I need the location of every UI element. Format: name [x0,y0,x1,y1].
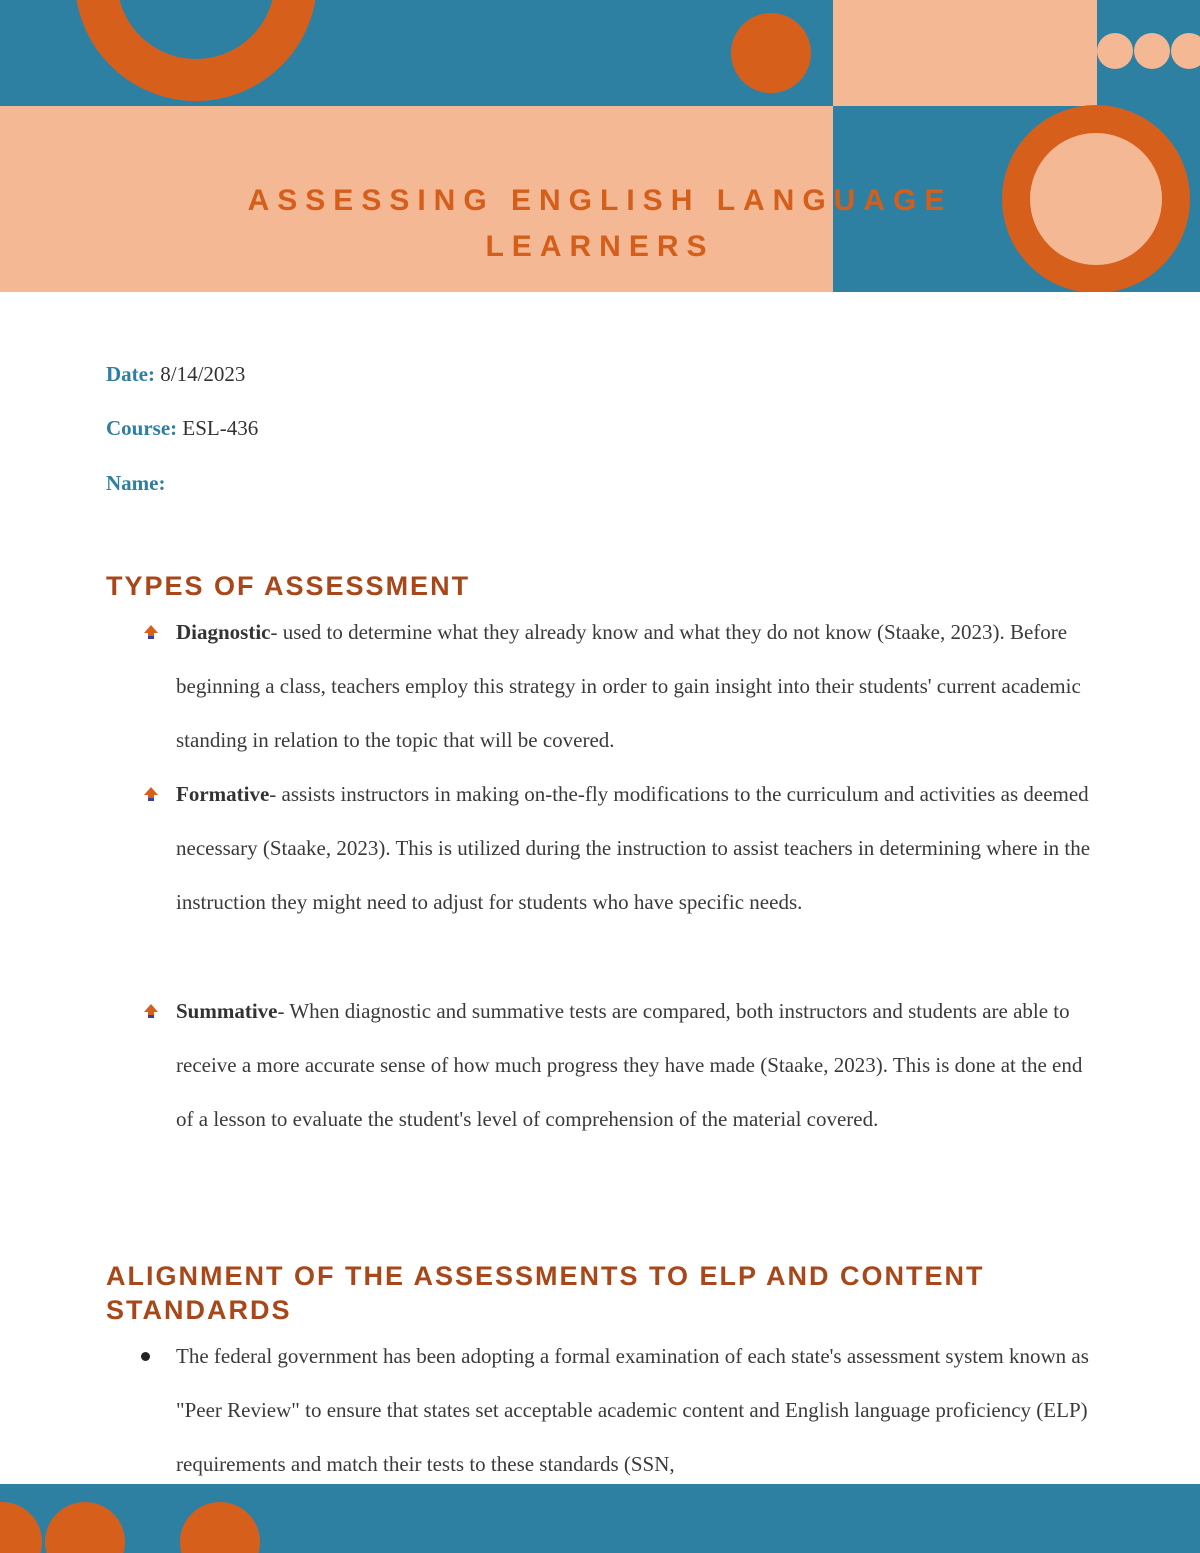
section-heading-types: TYPES OF ASSESSMENT [106,571,471,601]
title-line-2: LEARNERS [485,230,715,263]
bullet-dot [141,1352,150,1361]
list-item-peer-review [176,1329,1096,1491]
footer-banner [0,1484,1200,1553]
course-field [106,416,258,441]
course-label: Course: [106,416,178,440]
date-value: 8/14/2023 [154,362,246,386]
term-formative: Formative [176,782,270,806]
header-banner [0,0,1200,292]
list-item-formative [176,767,1096,929]
name-field [106,471,165,496]
term-summative: Summative [176,999,278,1023]
text-summative: - When diagnostic and summative tests are compared, both instructors and students are able to receive a more accurate sense of how much progress they have made (Staake, 2023). This is done at the end of a lesson to evaluate the student's level of comprehension of the material covered. [176,999,1083,1131]
name-label: Name: [106,471,166,495]
list-item-summative [176,984,1096,1146]
section-heading-alignment: ALIGNMENT OF THE ASSESSMENTS TO ELP AND CONTENT STANDARDS [106,1261,985,1325]
text-formative: - assists instructors in making on-the-fly modifications to the curriculum and activities as deemed necessary (Staake, 2023). This is utilized during the instruction to assist teachers in determining where in the instruction they might need to adjust for students who have specific needs. [176,782,1091,914]
date-field [106,362,245,387]
arrow-bullet-icon [143,624,159,640]
text-peer-review: The federal government has been adopting a formal examination of each state's assessment system known as "Peer Review" to ensure that states set acceptable academic content and English language proficiency (ELP) requirements and match their tests to these standards (SSN, [176,1344,1089,1476]
document-title [0,178,1200,270]
arrow-bullet-icon [143,1003,159,1019]
date-label: Date: [106,362,155,386]
term-diagnostic: Diagnostic [176,620,271,644]
title-line-1: ASSESSING ENGLISH LANGUAGE [247,184,953,217]
course-value: ESL-436 [177,416,259,440]
arrow-bullet-icon [143,786,159,802]
footer-decoration [0,1484,1200,1553]
text-diagnostic: - used to determine what they already know and what they do not know (Staake, 2023). Before beginning a class, teachers employ this strategy in order to gain insight into their students' current academic standing in relation to the topic that will be covered. [176,620,1081,752]
list-item-diagnostic [176,605,1096,767]
